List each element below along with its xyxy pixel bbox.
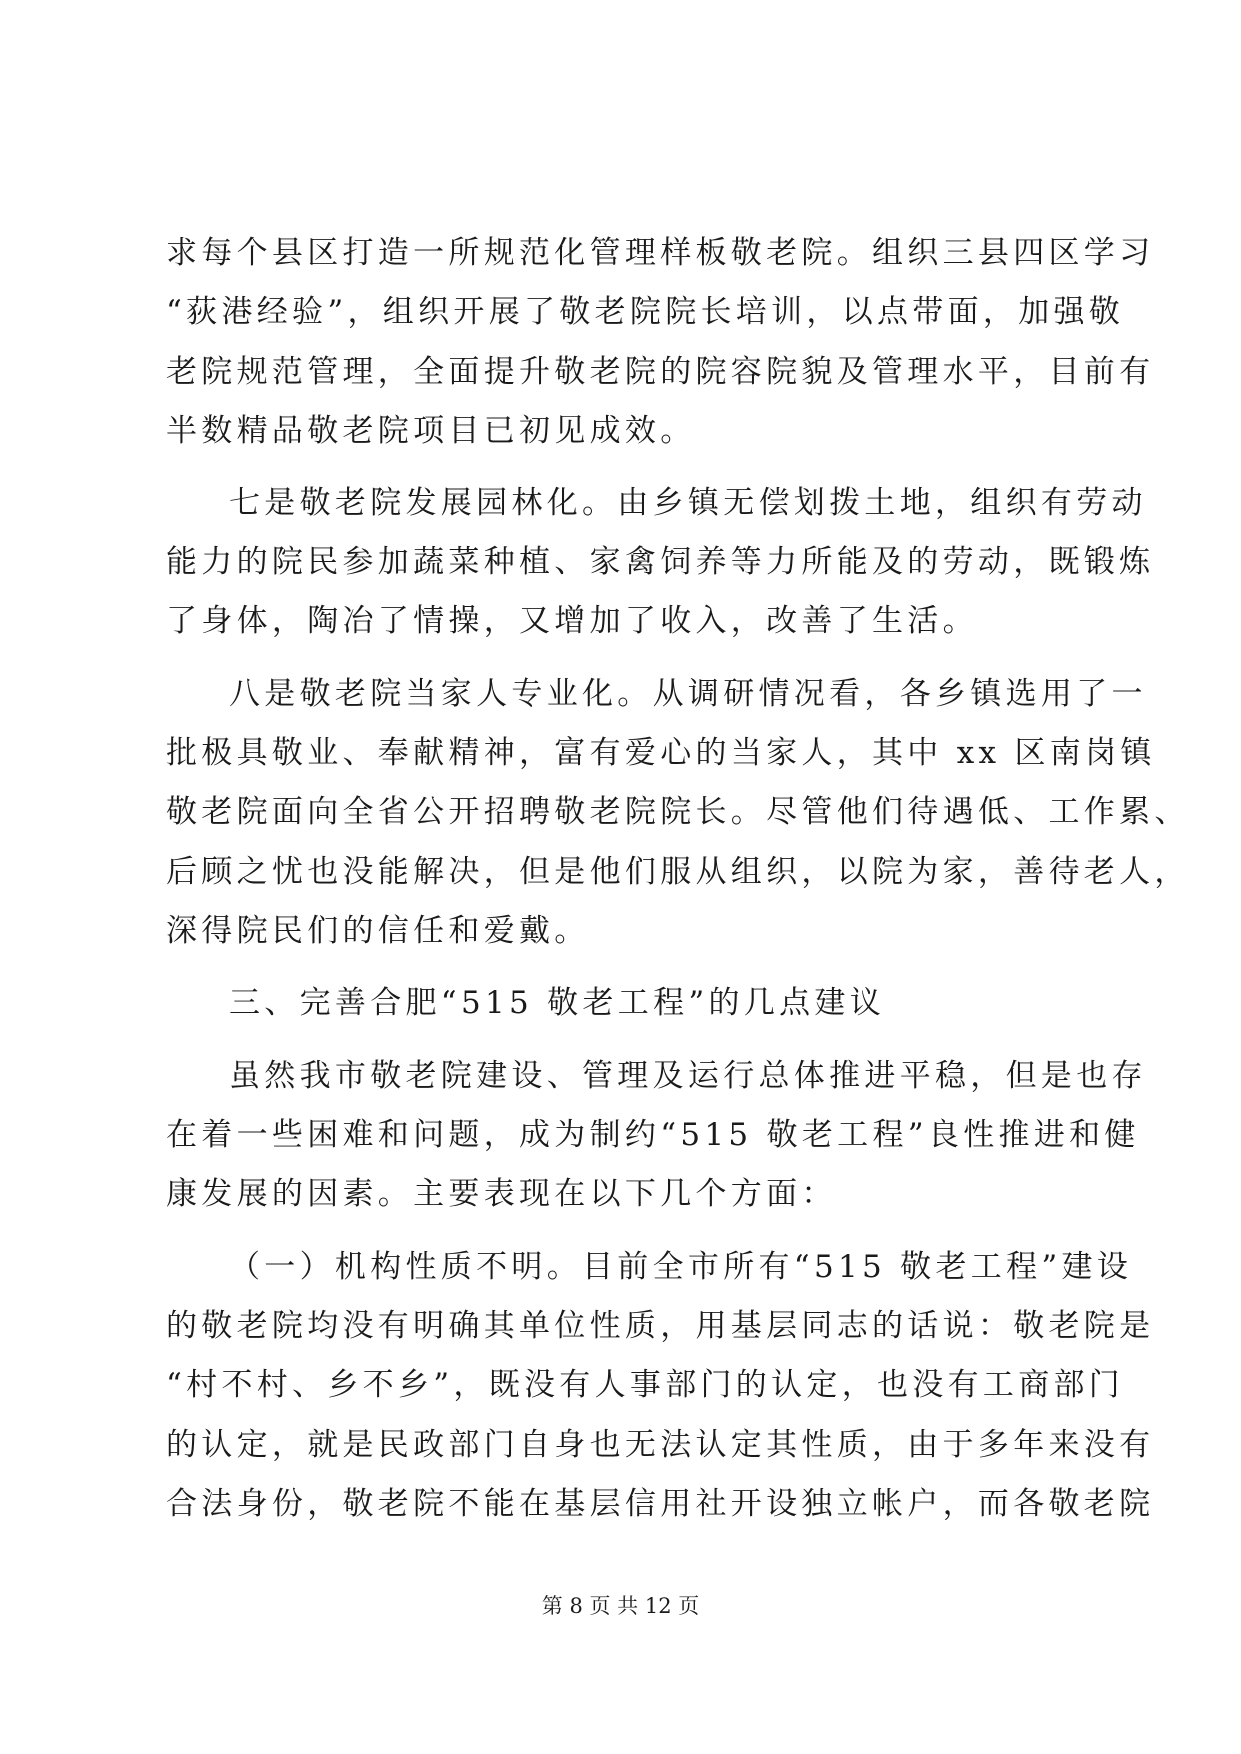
body-text-line: 能力的院民参加蔬菜种植、家禽饲养等力所能及的劳动，既锻炼 — [166, 544, 1155, 580]
body-text-line: 的认定，就是民政部门自身也无法认定其性质，由于多年来没有 — [166, 1427, 1155, 1463]
body-text-line: 深得院民们的信任和爱戴。 — [166, 913, 590, 949]
page-number-footer: 第 8 页 共 12 页 — [541, 1594, 700, 1618]
paragraph-first-line: 虽然我市敬老院建设、管理及运行总体推进平稳，但是也存 — [229, 1058, 1147, 1094]
body-text-line: 敬老院面向全省公开招聘敬老院院长。尽管他们待遇低、工作累、 — [166, 794, 1190, 830]
body-text-line: “村不村、乡不乡”，既没有人事部门的认定，也没有工商部门 — [166, 1367, 1125, 1403]
body-text-line: 的敬老院均没有明确其单位性质，用基层同志的话说：敬老院是 — [166, 1308, 1155, 1344]
paragraph-first-line: 八是敬老院当家人专业化。从调研情况看，各乡镇选用了一 — [229, 676, 1147, 712]
body-text-line: 合法身份，敬老院不能在基层信用社开设独立帐户，而各敬老院 — [166, 1486, 1155, 1522]
paragraph-first-line: （一）机构性质不明。目前全市所有“515 敬老工程”建设 — [229, 1249, 1133, 1285]
body-text-line: 半数精品敬老院项目已初见成效。 — [166, 413, 696, 449]
body-text-line: 求每个县区打造一所规范化管理样板敬老院。组织三县四区学习 — [166, 235, 1155, 271]
body-text-line: 后顾之忧也没能解决，但是他们服从组织，以院为家，善待老人， — [166, 854, 1190, 890]
body-text-line: 老院规范管理，全面提升敬老院的院容院貌及管理水平，目前有 — [166, 354, 1155, 390]
paragraph-first-line: 七是敬老院发展园林化。由乡镇无偿划拨土地，组织有劳动 — [229, 485, 1147, 521]
body-text-line: “荻港经验”，组织开展了敬老院院长培训，以点带面，加强敬 — [166, 294, 1125, 330]
body-text-line: 在着一些困难和问题，成为制约“515 敬老工程”良性推进和健 — [166, 1117, 1140, 1153]
section-heading: 三、完善合肥“515 敬老工程”的几点建议 — [229, 985, 886, 1021]
body-text-line: 了身体，陶冶了情操，又增加了收入，改善了生活。 — [166, 603, 978, 639]
body-text-line: 康发展的因素。主要表现在以下几个方面： — [166, 1176, 837, 1212]
body-text-line: 批极具敬业、奉献精神，富有爱心的当家人，其中 xx 区南岗镇 — [166, 735, 1156, 771]
